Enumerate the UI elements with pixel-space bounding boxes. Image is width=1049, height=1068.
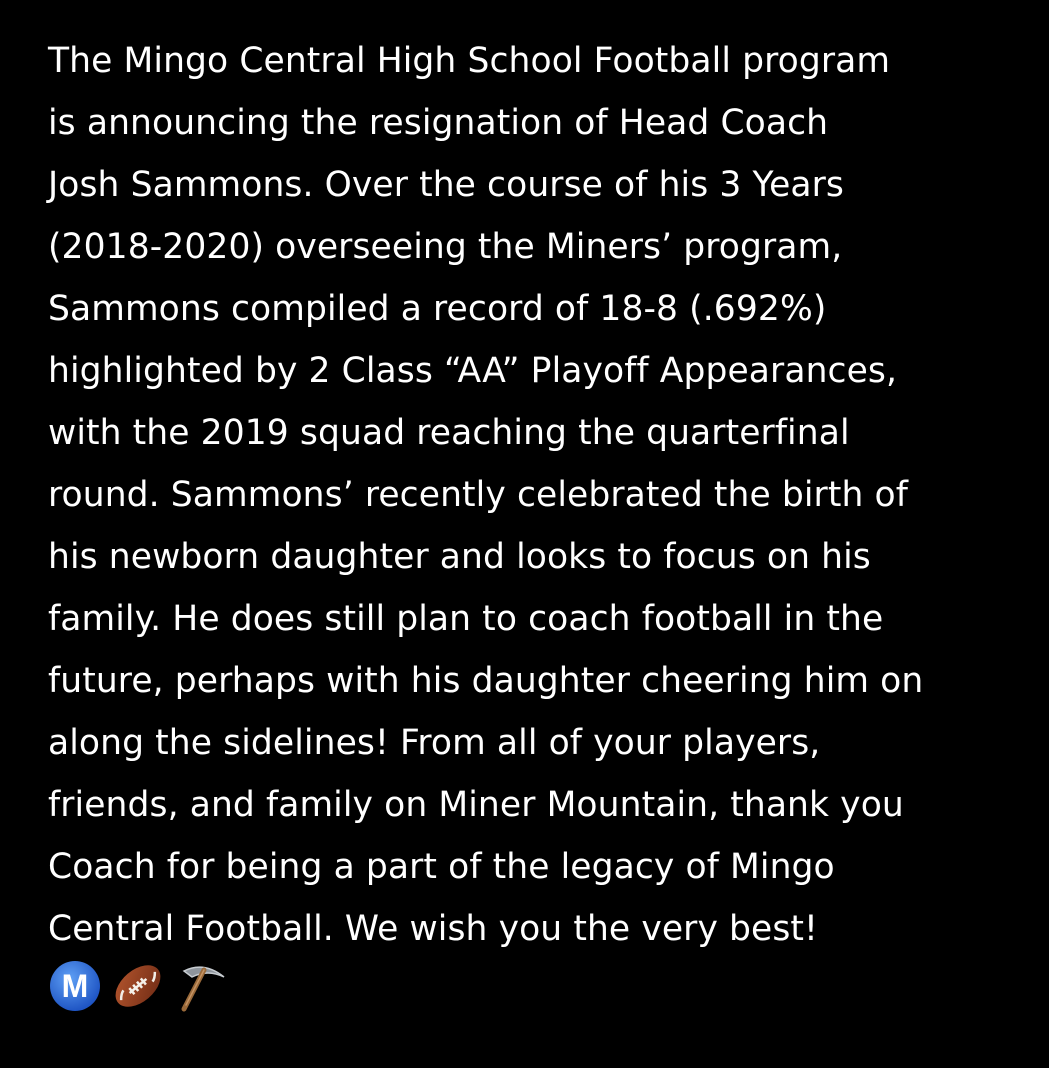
american-football-icon <box>110 959 166 1013</box>
note-body-text: The Mingo Central High School Football program is announcing the resignation of Head Coach Josh Sammons. Over the course of his 3 Years (2018-2020) overseeing the Miners’ program, Sammons compiled a record of 18-8 (.692%) highlighted by 2 Class “AA” Playoff Appearances, with the 2019 squad reaching the quarterfinal round. Sammons’ recently celebrated the birth of his newborn daughter and looks to focus on his family. He does still plan to coach football in the future, perhaps with his daughter cheering him on along the sidelines! From all of your players, friends, and family on Miner Mountain, thank you Coach for being a part of the legacy of Mingo Central Football. We wish you the very best! <box>48 41 924 949</box>
pick-icon <box>174 959 230 1013</box>
emoji-row <box>48 958 230 1014</box>
circled-m-icon <box>48 959 102 1013</box>
circled-m-letter: M <box>61 968 89 1004</box>
